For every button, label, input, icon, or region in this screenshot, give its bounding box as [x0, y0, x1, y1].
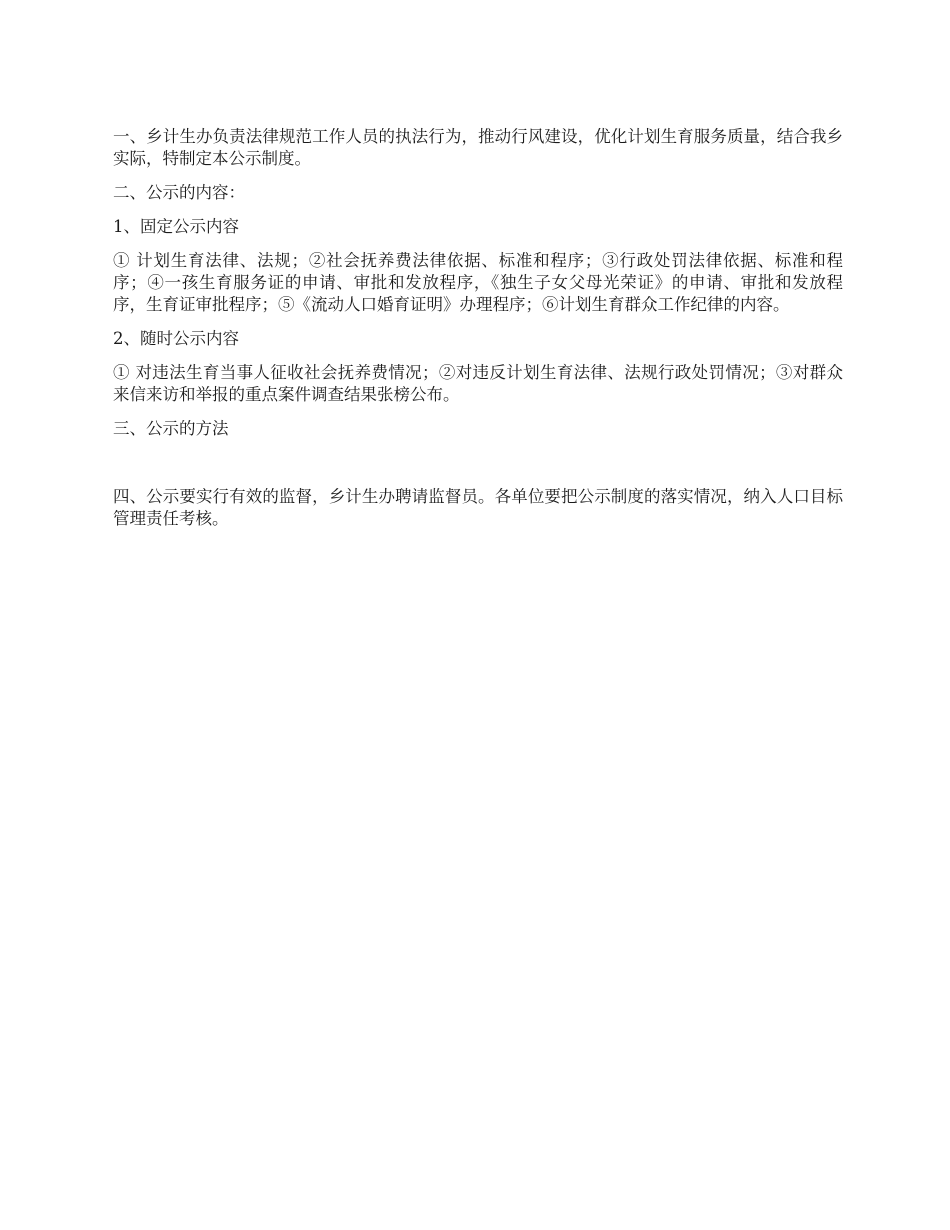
blank-gap [113, 452, 843, 486]
paragraph-intro: 一、乡计生办负责法律规范工作人员的执法行为，推动行风建设，优化计划生育服务质量，结合我乡实际，特制定本公示制度。 [113, 127, 843, 168]
subheading-fixed: 1、固定公示内容 [113, 217, 239, 236]
paragraph-anytime-items: ① 对违法生育当事人征收社会抚养费情况；②对违反计划生育法律、法规行政处罚情况；③对群众来信来访和举报的重点案件调查结果张榜公布。 [113, 363, 843, 404]
paragraph-fixed-items: ① 计划生育法律、法规；②社会抚养费法律依据、标准和程序；③行政处罚法律依据、标准和程序；④一孩生育服务证的申请、审批和发放程序，《独生子女父母光荣证》的申请、审批和发放程序，生育证审批程序；⑤《流动人口婚育证明》办理程序；⑥计划生育群众工作纪律的内容。 [113, 251, 843, 314]
heading-content: 二、公示的内容： [113, 183, 245, 202]
paragraph-supervision: 四、公示要实行有效的监督，乡计生办聘请监督员。各单位要把公示制度的落实情况，纳入人口目标管理责任考核。 [113, 487, 843, 528]
subheading-anytime: 2、随时公示内容 [113, 329, 239, 348]
heading-method: 三、公示的方法 [113, 419, 229, 438]
document-body [113, 126, 843, 542]
